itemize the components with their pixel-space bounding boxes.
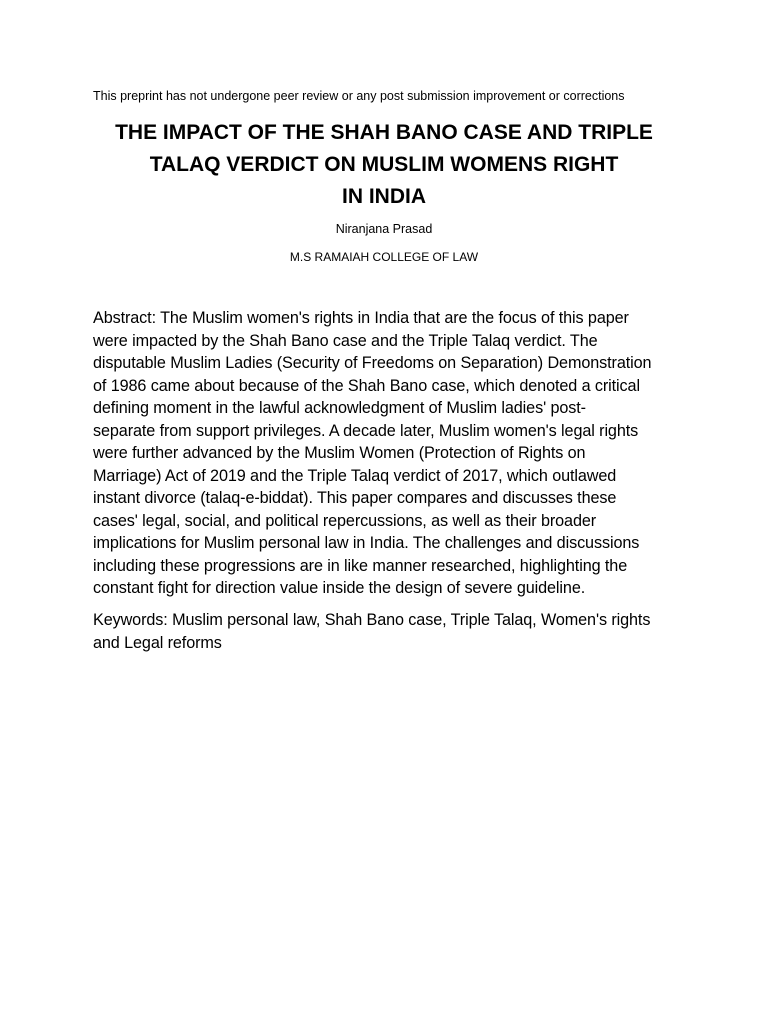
abstract-line: were impacted by the Shah Bano case and the Triple Talaq verdict. The: [93, 331, 598, 350]
abstract-line: separate from support privileges. A decade later, Muslim women's legal rights: [93, 421, 639, 440]
title-line: TALAQ VERDICT ON MUSLIM WOMENS RIGHT: [149, 153, 619, 176]
paper-title: [84, 117, 684, 213]
abstract-line: constant fight for direction value inside the design of severe guideline.: [93, 579, 586, 597]
abstract-line: implications for Muslim personal law in India. The challenges and discussions: [93, 534, 640, 552]
abstract-line: including these progressions are in like manner researched, highlighting the: [93, 556, 628, 575]
author-name: Niranjana Prasad: [335, 222, 433, 236]
abstract-line: disputable Muslim Ladies (Security of Freedoms on Separation) Demonstration: [93, 354, 652, 372]
abstract-line: instant divorce (talaq-e-biddat). This paper compares and discusses these: [93, 489, 617, 507]
keywords-line: Keywords: Muslim personal law, Shah Bano case, Triple Talaq, Women's rights: [93, 611, 651, 629]
author-affiliation: M.S RAMAIAH COLLEGE OF LAW: [289, 250, 479, 264]
abstract-line: were further advanced by the Muslim Women (Protection of Rights on: [93, 444, 586, 462]
keywords-paragraph: [93, 609, 671, 654]
abstract-line: Abstract: The Muslim women's rights in India that are the focus of this paper: [93, 309, 629, 327]
preprint-notice: This preprint has not undergone peer review or any post submission improvement or corrections: [93, 89, 625, 103]
keywords-line: and Legal reforms: [93, 633, 222, 652]
abstract-line: Marriage) Act of 2019 and the Triple Talaq verdict of 2017, which outlawed: [93, 466, 617, 485]
abstract-paragraph: [93, 307, 671, 600]
title-line: IN INDIA: [342, 185, 426, 208]
title-line: THE IMPACT OF THE SHAH BANO CASE AND TRIPLE: [115, 121, 653, 144]
abstract-line: defining moment in the lawful acknowledgment of Muslim ladies' post-: [93, 399, 586, 417]
abstract-line: of 1986 came about because of the Shah Bano case, which denoted a critical: [93, 376, 640, 395]
abstract-line: cases' legal, social, and political repercussions, as well as their broader: [93, 511, 597, 530]
